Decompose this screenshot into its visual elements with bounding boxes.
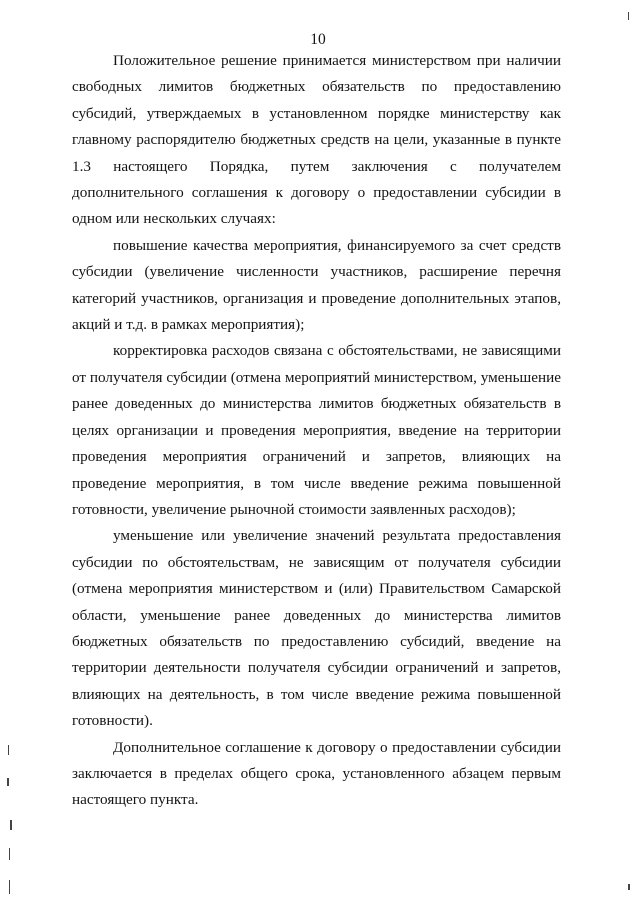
paragraph-positive-decision: Положительное решение принимается министерством при наличии свободных лимитов бюджетных обязательств по предоставлению субсидий, утверждаемых в установленном порядке министерству как главному распорядителю бюджетных средств на цели, указанные в пункте 1.3 настоящего Порядка, путем заключения с получателем дополнительного соглашения к договору о предоставлении субсидии в одном или нескольких случаях: (72, 52, 561, 228)
scan-artifact-mark (9, 848, 10, 860)
scan-artifact-mark (9, 880, 10, 894)
paragraph-result-values-change: уменьшение или увеличение значений результата предоставления субсидии по обстоятельствам, не зависящим от получателя субсидии (отмена мероприятия министерством и (или) Правительством Самарской области, уменьшение ранее доведенных до министерства лимитов бюджетных обязательств по предоставлению субсидий, введение на территории деятельности получателя субсидии ограничений и запретов, влияющих на деятельность, в том числе введение режима повышенной готовности). (72, 527, 561, 730)
scan-artifact-mark (10, 820, 12, 830)
scan-artifact-mark (628, 884, 630, 890)
paragraph-expense-adjustment: корректировка расходов связана с обстоятельствами, не зависящими от получателя субсидии (отмена мероприятий министерством, уменьшение ранее доведенных до министерства лимитов бюджетных обязательств в целях организации и проведения мероприятия, введение на территории проведения мероприятия ограничений и запретов, влияющих на проведение мероприятия, в том числе введение режима повышенной готовности, увеличение рыночной стоимости заявленных расходов); (72, 342, 561, 518)
scan-artifact-mark (8, 745, 9, 755)
paragraph-additional-agreement: Дополнительное соглашение к договору о предоставлении субсидии заключается в пределах общего срока, установленного абзацем первым настоящего пункта. (72, 738, 561, 809)
page-number: 10 (310, 31, 326, 48)
document-body (72, 48, 561, 814)
scan-artifact-mark (7, 778, 9, 786)
paragraph-quality-improvement: повышение качества мероприятия, финансируемого за счет средств субсидии (увеличение численности участников, расширение перечня категорий участников, организация и проведение дополнительных этапов, акций и т.д. в рамках мероприятия); (72, 236, 561, 334)
scan-artifact-mark (628, 12, 629, 20)
